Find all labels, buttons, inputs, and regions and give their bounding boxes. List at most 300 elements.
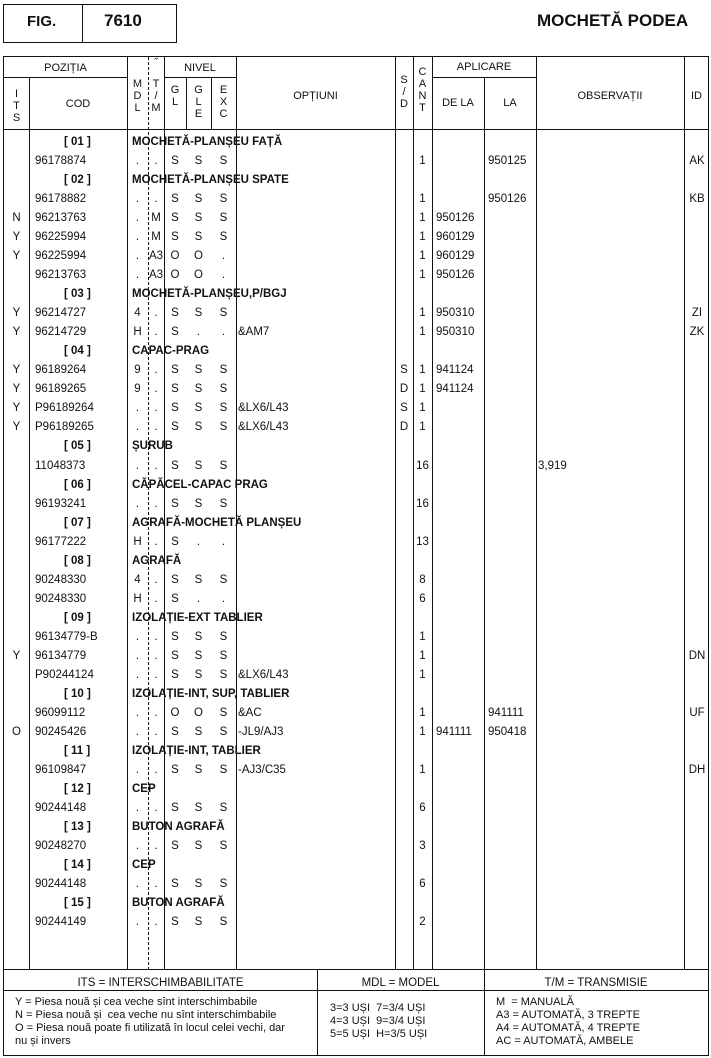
- cell-cant: 6: [419, 878, 426, 890]
- cell-gle: S: [194, 231, 203, 243]
- header-subline-nivel: [164, 77, 237, 78]
- group-number: [ 11 ]: [64, 745, 91, 757]
- group-number: [ 10 ]: [64, 688, 91, 700]
- cell-exc: S: [219, 574, 228, 586]
- cell-mdl: .: [135, 269, 140, 281]
- legend-title-line: [4, 990, 708, 991]
- header-cant: C A N T: [418, 66, 427, 114]
- cell-cod: 90248330: [35, 574, 87, 586]
- cell-cant: 1: [419, 726, 426, 738]
- cell-gl: S: [171, 383, 179, 395]
- cell-gle: S: [194, 802, 203, 814]
- cell-its: N: [12, 212, 21, 224]
- cell-dela: 950126: [436, 269, 475, 281]
- group-title: MOCHETĂ-PLANȘEU,P/BGJ: [132, 288, 287, 300]
- cell-cod: 96214727: [35, 307, 87, 319]
- cell-cant: 13: [416, 536, 429, 548]
- header-optiuni: OPȚIUNI: [293, 90, 338, 102]
- fig-divider: [82, 5, 83, 42]
- group-title: ȘURUB: [132, 440, 173, 452]
- cell-exc: S: [219, 212, 228, 224]
- legend-mdl-line-1: 3=3 UȘI 7=3/4 UȘI: [330, 1002, 426, 1014]
- cell-cod: 90245426: [35, 726, 87, 738]
- group-title: BUTON AGRAFĂ: [132, 897, 225, 909]
- cell-tm: A3: [148, 250, 164, 262]
- cell-gle: S: [194, 498, 203, 510]
- cell-cant: 6: [419, 593, 426, 605]
- cell-its: Y: [12, 650, 21, 662]
- group-title: MOCHETĂ-PLANȘEU SPATE: [132, 174, 289, 186]
- cell-mdl: .: [135, 764, 140, 776]
- header-la: LA: [503, 97, 517, 109]
- cell-exc: S: [219, 193, 228, 205]
- cell-cant: 1: [419, 193, 426, 205]
- cell-la: 950126: [488, 193, 527, 205]
- cell-mdl: .: [135, 840, 140, 852]
- cell-exc: S: [219, 402, 228, 414]
- cell-id: DN: [688, 650, 706, 662]
- cell-mdl: .: [135, 193, 140, 205]
- cell-la: 950125: [488, 155, 527, 167]
- cell-tm: .: [154, 650, 158, 662]
- cell-gle: S: [194, 574, 203, 586]
- cell-gl: S: [171, 212, 179, 224]
- group-number: [ 09 ]: [64, 612, 91, 624]
- col-line-la: [484, 78, 485, 970]
- cell-id: DH: [688, 764, 706, 776]
- cell-its: Y: [12, 307, 21, 319]
- cell-opt: -JL9/AJ3: [238, 726, 284, 738]
- cell-gl: S: [171, 631, 179, 643]
- cell-cod: 11048373: [35, 460, 86, 472]
- cell-cod: P90244124: [35, 669, 94, 681]
- group-title: MOCHETĂ-PLANȘEU FAȚĂ: [132, 136, 283, 148]
- cell-mdl: .: [135, 707, 140, 719]
- cell-mdl: .: [135, 421, 140, 433]
- cell-dela: 941124: [436, 364, 474, 376]
- cell-mdl: .: [135, 916, 140, 928]
- cell-dela: 941124: [436, 383, 474, 395]
- cell-gle: O: [194, 269, 203, 281]
- legend-mdl-line-2: 4=3 UȘI 9=3/4 UȘI: [330, 1015, 426, 1027]
- cell-mdl: .: [135, 402, 140, 414]
- cell-cant: 1: [419, 383, 426, 395]
- cell-gl: S: [171, 669, 179, 681]
- group-number: [ 07 ]: [64, 517, 91, 529]
- group-title: CĂPĂCEL-CAPAC PRAG: [132, 479, 268, 491]
- cell-tm: .: [154, 593, 158, 605]
- parts-table-frame: [3, 56, 709, 970]
- cell-exc: S: [219, 307, 228, 319]
- cell-gle: O: [194, 707, 203, 719]
- group-title: CEP: [132, 783, 156, 795]
- cell-cant: 1: [419, 269, 426, 281]
- cell-tm: M: [151, 212, 161, 224]
- group-number: [ 01 ]: [64, 136, 91, 148]
- cell-cant: 1: [419, 402, 426, 414]
- cell-gle: S: [194, 307, 203, 319]
- cell-mdl: .: [135, 155, 140, 167]
- cell-cant: 16: [416, 460, 429, 472]
- cell-cant: 1: [419, 326, 426, 338]
- cell-cant: 1: [419, 364, 426, 376]
- header-sd: S / D: [400, 74, 408, 110]
- cell-exc: S: [219, 878, 228, 890]
- cell-cant: 6: [419, 802, 426, 814]
- cell-exc: S: [219, 364, 228, 376]
- header-mdl: M D L: [132, 78, 143, 114]
- legend-tm-line-1: M = MANUALĂ: [496, 996, 574, 1008]
- cell-cant: 16: [416, 498, 429, 510]
- cell-gl: S: [171, 402, 179, 414]
- cell-exc: S: [219, 498, 228, 510]
- cell-exc: S: [219, 231, 228, 243]
- legend-mdl-line-3: 5=5 UȘI H=3/5 UȘI: [330, 1028, 428, 1040]
- cell-cod: 96177222: [35, 536, 87, 548]
- cell-tm: .: [154, 802, 158, 814]
- cell-gle: S: [194, 669, 203, 681]
- cell-gl: S: [171, 840, 179, 852]
- cell-cant: 1: [419, 669, 426, 681]
- cell-tm: .: [154, 155, 158, 167]
- group-number: [ 04 ]: [64, 345, 91, 357]
- cell-cod: 96193241: [35, 498, 87, 510]
- cell-gle: S: [194, 155, 203, 167]
- cell-tm: .: [154, 574, 158, 586]
- cell-gl: S: [171, 155, 179, 167]
- cell-tm: .: [154, 193, 158, 205]
- cell-dela: 950310: [436, 307, 475, 319]
- cell-mdl: .: [135, 250, 140, 262]
- cell-cod: P96189265: [35, 421, 94, 433]
- cell-gle: .: [196, 593, 201, 605]
- cell-gl: S: [171, 764, 179, 776]
- cell-cod: 96178882: [35, 193, 87, 205]
- cell-cant: 1: [419, 421, 426, 433]
- cell-exc: S: [219, 421, 228, 433]
- cell-exc: S: [219, 764, 228, 776]
- cell-tm: M: [151, 231, 161, 243]
- cell-cod: 90244149: [35, 916, 87, 928]
- cell-cod: 96213763: [35, 269, 87, 281]
- cell-tm: .: [154, 764, 158, 776]
- legend-tm-line-4: AC = AUTOMATĂ, AMBELE: [496, 1035, 634, 1047]
- cell-cod: 90244148: [35, 802, 87, 814]
- cell-cant: 1: [419, 650, 426, 662]
- cell-gle: S: [194, 193, 203, 205]
- cell-mdl: .: [135, 231, 140, 243]
- cell-mdl: 9: [134, 383, 141, 395]
- cell-tm: .: [154, 364, 158, 376]
- legend-its-line-2: N = Piesa nouă și cea veche nu sînt interschimbabile: [15, 1009, 277, 1021]
- group-title: BUTON AGRAFĂ: [132, 821, 225, 833]
- group-number: [ 15 ]: [64, 897, 91, 909]
- cell-cod: 96178874: [35, 155, 87, 167]
- cell-cant: 1: [419, 231, 426, 243]
- cell-cod: 96213763: [35, 212, 87, 224]
- cell-cant: 1: [419, 212, 426, 224]
- cell-gl: S: [171, 916, 179, 928]
- cell-tm: .: [154, 916, 158, 928]
- cell-mdl: H: [133, 593, 142, 605]
- header-id: ID: [691, 90, 702, 102]
- cell-obs: 3,919: [538, 460, 567, 472]
- cell-its: Y: [12, 421, 21, 433]
- cell-gl: S: [171, 574, 179, 586]
- cell-its: Y: [12, 326, 21, 338]
- cell-gle: O: [194, 250, 203, 262]
- col-line-nivel: [236, 57, 237, 970]
- cell-tm: .: [154, 536, 158, 548]
- cell-mdl: .: [135, 460, 140, 472]
- header-pozitia: POZIȚIA: [44, 62, 87, 74]
- cell-mdl: 4: [134, 307, 141, 319]
- group-number: [ 12 ]: [64, 783, 91, 795]
- cell-exc: .: [221, 593, 226, 605]
- cell-sd: D: [399, 383, 409, 395]
- cell-cant: 1: [419, 707, 426, 719]
- cell-its: Y: [12, 402, 21, 414]
- header-de-la: DE LA: [442, 97, 474, 109]
- cell-exc: .: [221, 250, 226, 262]
- cell-exc: S: [219, 916, 228, 928]
- cell-exc: S: [219, 802, 228, 814]
- cell-cant: 1: [419, 307, 426, 319]
- cell-id: ZI: [691, 307, 703, 319]
- cell-tm: .: [154, 669, 158, 681]
- cell-cod: 96099112: [35, 707, 86, 719]
- cell-tm: .: [154, 460, 158, 472]
- cell-gle: S: [194, 650, 203, 662]
- cell-cod: 90248330: [35, 593, 87, 605]
- group-number: [ 06 ]: [64, 479, 91, 491]
- legend-its-line-1: Y = Piesa nouă și cea veche sînt interschimbabile: [15, 996, 258, 1008]
- cell-exc: .: [221, 326, 226, 338]
- cell-gle: S: [194, 460, 203, 472]
- cell-gle: S: [194, 383, 203, 395]
- cell-mdl: H: [133, 326, 142, 338]
- cell-tm: .: [154, 421, 158, 433]
- cell-sd: S: [400, 364, 408, 376]
- cell-exc: .: [221, 269, 226, 281]
- cell-gl: S: [171, 536, 179, 548]
- header-nivel: NIVEL: [184, 62, 216, 74]
- cell-exc: S: [219, 383, 228, 395]
- cell-opt: &LX6/L43: [238, 402, 289, 414]
- header-subline-left: [4, 77, 127, 78]
- cell-mdl: .: [135, 498, 140, 510]
- group-number: [ 05 ]: [64, 440, 91, 452]
- group-title: IZOLAȚIE-INT, SUP, TABLIER: [132, 688, 290, 700]
- cell-gl: S: [171, 307, 179, 319]
- cell-id: KB: [689, 193, 705, 205]
- cell-gl: S: [171, 593, 179, 605]
- cell-tm: .: [154, 307, 158, 319]
- cell-gl: O: [170, 250, 180, 262]
- group-title: AGRAFĂ-MOCHETĂ PLANȘEU: [132, 517, 302, 529]
- header-exc: E X C: [219, 84, 228, 120]
- group-title: IZOLAȚIE-EXT TABLIER: [132, 612, 263, 624]
- cell-id: AK: [689, 155, 705, 167]
- cell-gle: S: [194, 726, 203, 738]
- group-number: [ 02 ]: [64, 174, 91, 186]
- cell-id: ZK: [689, 326, 705, 338]
- cell-sd: S: [400, 402, 408, 414]
- cell-gl: S: [171, 878, 179, 890]
- cell-tm: .: [154, 878, 158, 890]
- cell-la: 950418: [488, 726, 527, 738]
- cell-gle: S: [194, 916, 203, 928]
- cell-gle: S: [194, 764, 203, 776]
- cell-exc: S: [219, 155, 228, 167]
- cell-dela: 960129: [436, 231, 475, 243]
- cell-exc: .: [221, 536, 226, 548]
- cell-mdl: .: [135, 212, 140, 224]
- cell-gle: S: [194, 840, 203, 852]
- cell-gle: S: [194, 878, 203, 890]
- cell-gl: S: [171, 193, 179, 205]
- cell-cant: 1: [419, 764, 426, 776]
- cell-gle: .: [196, 326, 201, 338]
- cell-cant: 1: [419, 250, 426, 262]
- cell-exc: S: [219, 460, 228, 472]
- cell-exc: S: [219, 669, 228, 681]
- cell-opt: &AC: [238, 707, 262, 719]
- group-number: [ 13 ]: [64, 821, 91, 833]
- cell-la: 941111: [488, 707, 524, 719]
- cell-gle: .: [196, 536, 201, 548]
- cell-tm: .: [154, 402, 158, 414]
- group-title: CAPAC-PRAG: [132, 345, 210, 357]
- cell-cant: 2: [419, 916, 426, 928]
- cell-mdl: H: [133, 536, 142, 548]
- cell-gl: S: [171, 726, 179, 738]
- cell-its: O: [12, 726, 21, 738]
- group-title: CEP: [132, 859, 156, 871]
- legend-tm-line-3: A4 = AUTOMATĂ, 4 TREPTE: [496, 1022, 640, 1034]
- cell-cant: 1: [419, 631, 426, 643]
- cell-exc: S: [219, 726, 228, 738]
- cell-cant: 3: [419, 840, 426, 852]
- cell-gl: S: [171, 364, 179, 376]
- cell-mdl: .: [135, 726, 140, 738]
- header-observatii: OBSERVAȚII: [577, 90, 643, 102]
- cell-gle: S: [194, 421, 203, 433]
- cell-tm: .: [154, 383, 158, 395]
- page-title: MOCHETĂ PODEA: [537, 11, 689, 30]
- cell-exc: S: [219, 650, 228, 662]
- cell-mdl: .: [135, 631, 140, 643]
- fig-label: FIG.: [27, 13, 57, 30]
- cell-tm: .: [154, 631, 158, 643]
- cell-opt: &AM7: [238, 326, 270, 338]
- cell-dela: 941111: [436, 726, 472, 738]
- cell-tm: .: [154, 840, 158, 852]
- cell-gl: S: [171, 460, 179, 472]
- cell-gl: O: [170, 269, 180, 281]
- group-title: AGRAFĂ: [132, 555, 182, 567]
- cell-exc: S: [219, 631, 228, 643]
- header-bottom-line: [4, 129, 708, 130]
- cell-tm: A3: [148, 269, 164, 281]
- cell-gl: S: [171, 650, 179, 662]
- header-gle: G L E: [194, 84, 203, 120]
- header-its: I T S: [12, 88, 21, 124]
- cell-exc: S: [219, 840, 228, 852]
- legend-tm-title: T/M = TRANSMISIE: [544, 977, 648, 989]
- cell-cod: 96134779-B: [35, 631, 98, 643]
- cell-its: Y: [12, 383, 21, 395]
- cell-gle: S: [194, 212, 203, 224]
- header-cod: COD: [65, 98, 91, 110]
- cell-gl: S: [171, 421, 179, 433]
- cell-cod: 96214729: [35, 326, 87, 338]
- cell-gl: S: [171, 802, 179, 814]
- cell-cod: 96109847: [35, 764, 87, 776]
- cell-mdl: .: [135, 669, 140, 681]
- cell-its: Y: [12, 364, 21, 376]
- cell-tm: .: [154, 726, 158, 738]
- cell-gl: S: [171, 326, 179, 338]
- cell-tm: .: [154, 707, 158, 719]
- group-title: IZOLAȚIE-INT, TABLIER: [132, 745, 261, 757]
- cell-id: UF: [689, 707, 705, 719]
- cell-its: Y: [12, 250, 21, 262]
- cell-exc: S: [219, 707, 228, 719]
- cell-opt: &LX6/L43: [238, 421, 289, 433]
- col-line-sd: [395, 57, 396, 970]
- legend-its-line-3: O = Piesa nouă poate fi utilizată în locul celei vechi, dar: [15, 1022, 285, 1034]
- fig-number: 7610: [104, 11, 142, 30]
- cell-mdl: .: [135, 802, 140, 814]
- cell-opt: -AJ3/C35: [238, 764, 286, 776]
- legend-mdl-title: MDL = MODEL: [361, 977, 440, 989]
- cell-mdl: 4: [134, 574, 141, 586]
- cell-cod: 90248270: [35, 840, 87, 852]
- header-aplicare: APLICARE: [456, 61, 512, 73]
- cell-cant: 1: [419, 155, 426, 167]
- group-number: [ 03 ]: [64, 288, 91, 300]
- cell-dela: 950310: [436, 326, 475, 338]
- cell-opt: &LX6/L43: [238, 669, 289, 681]
- cell-gl: O: [170, 707, 180, 719]
- cell-cod: 96225994: [35, 231, 87, 243]
- cell-cod: 96189265: [35, 383, 87, 395]
- group-number: [ 08 ]: [64, 555, 91, 567]
- col-line-obs: [536, 57, 537, 970]
- legend-its-line-4: nu și invers: [15, 1035, 71, 1047]
- cell-cod: 96134779: [35, 650, 87, 662]
- cell-dela: 950126: [436, 212, 475, 224]
- cell-cant: 8: [419, 574, 426, 586]
- cell-gle: S: [194, 402, 203, 414]
- col-line-its: [29, 78, 30, 970]
- header-tm-mark: ˝: [154, 57, 158, 69]
- cell-cod: 90244148: [35, 878, 87, 890]
- group-number: [ 14 ]: [64, 859, 91, 871]
- cell-gl: S: [171, 498, 179, 510]
- cell-cod: 96225994: [35, 250, 87, 262]
- cell-dela: 960129: [436, 250, 475, 262]
- cell-sd: D: [399, 421, 409, 433]
- legend-tm-line-2: A3 = AUTOMATĂ, 3 TREPTE: [496, 1009, 640, 1021]
- cell-mdl: .: [135, 878, 140, 890]
- cell-mdl: 9: [134, 364, 141, 376]
- col-line-dela: [432, 57, 433, 970]
- cell-gl: S: [171, 231, 179, 243]
- cell-gle: S: [194, 631, 203, 643]
- cell-cod: P96189264: [35, 402, 94, 414]
